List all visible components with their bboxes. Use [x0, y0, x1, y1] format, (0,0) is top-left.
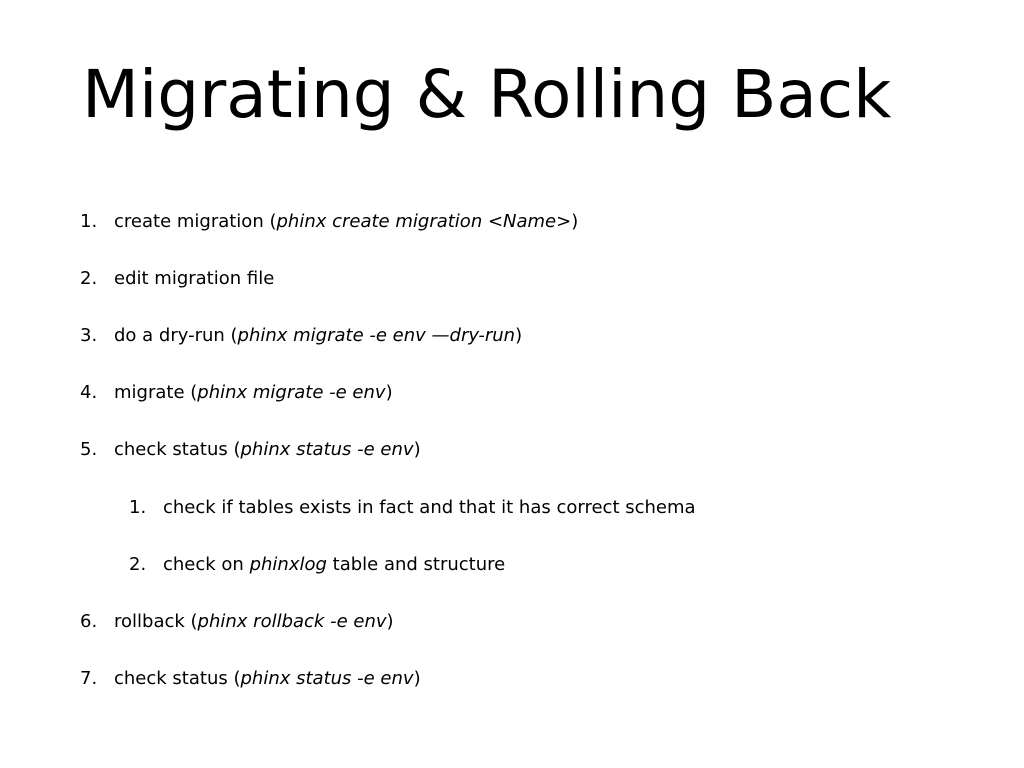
step-command: phinx migrate -e env — [197, 382, 386, 403]
step-text — [114, 610, 394, 634]
substep-text — [163, 553, 505, 577]
step-command: phinx status -e env — [240, 439, 414, 460]
step-text-post: ) — [386, 611, 394, 632]
step-command: phinx migrate -e env —dry-run — [237, 325, 516, 346]
substep-text-post: table and structure — [326, 554, 506, 575]
substep-number: 2. — [129, 554, 147, 575]
step-number: 2. — [80, 268, 98, 289]
step-text-post: ) — [385, 382, 393, 403]
step-number: 1. — [80, 211, 98, 232]
step-text-pre: migrate ( — [114, 382, 198, 403]
step-number: 5. — [80, 439, 98, 460]
step-text — [114, 267, 274, 291]
step-text-pre: check status ( — [114, 668, 241, 689]
step-text — [114, 381, 393, 405]
substep-command: phinxlog — [249, 554, 327, 575]
step-text — [114, 667, 421, 691]
step-text — [114, 324, 522, 348]
slide-title: Migrating & Rolling Back — [82, 56, 892, 133]
step-text — [114, 210, 578, 234]
step-text-pre: create migration ( — [114, 211, 277, 232]
step-command: phinx status -e env — [240, 668, 414, 689]
step-text-pre: edit migration file — [114, 268, 275, 289]
substep-number: 1. — [129, 497, 147, 518]
substep-text-pre: check on — [163, 554, 250, 575]
step-text-pre: check status ( — [114, 439, 241, 460]
substep-text — [163, 496, 696, 520]
step-text-pre: do a dry-run ( — [114, 325, 238, 346]
step-text-post: ) — [515, 325, 523, 346]
step-command: phinx create migration <Name> — [276, 211, 572, 232]
step-text-pre: rollback ( — [114, 611, 198, 632]
step-text-post: ) — [413, 668, 421, 689]
step-number: 7. — [80, 668, 98, 689]
step-text-post: ) — [571, 211, 579, 232]
step-text — [114, 438, 421, 462]
step-number: 6. — [80, 611, 98, 632]
step-number: 3. — [80, 325, 98, 346]
step-number: 4. — [80, 382, 98, 403]
step-text-post: ) — [413, 439, 421, 460]
step-command: phinx rollback -e env — [197, 611, 387, 632]
substep-text-pre: check if tables exists in fact and that it has correct schema — [163, 497, 696, 518]
